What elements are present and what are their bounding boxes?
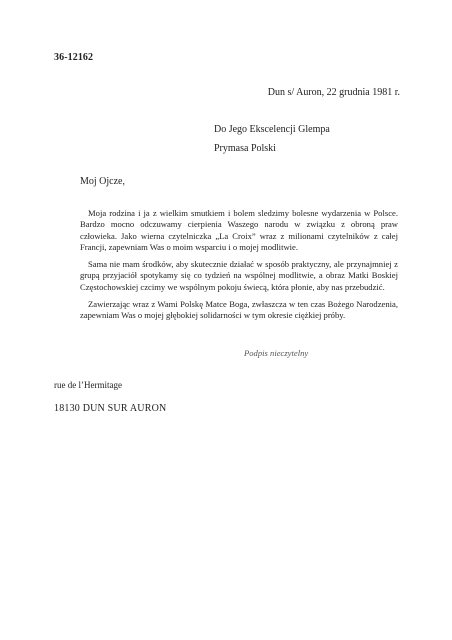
addressee-block xyxy=(214,120,330,158)
salutation: Moj Ojcze, xyxy=(80,176,125,187)
addressee-line-1: Do Jego Ekscelencji Glempa xyxy=(214,124,330,135)
reference-number: 36-12162 xyxy=(54,52,94,63)
addressee-line-2: Prymasa Polski xyxy=(214,143,276,154)
letter-body xyxy=(80,208,398,328)
paragraph-2: Sama nie mam środków, aby skutecznie działać w sposób praktyczny, ale przynajmniej z grupą przyjaciół spotykamy się co tydzień na wspólnej modlitwie, a obraz Matki Boskiej Częstochowskiej czcimy we wspólnym pokoju świecą, która płonie, aby nas przebudzić. xyxy=(80,259,398,292)
paragraph-1: Moja rodzina i ja z wielkim smutkiem i bolem sledzimy bolesne wydarzenia w Polsce. Bardzo mocno odczuwamy cierpienia Waszego narodu w związku z obroną praw człowieka. Jako wierna czytelniczka „La Croix” wraz z milionami czytelników z całej Francji, zapewniam Was o moim wsparciu i o mojej modlitwie. xyxy=(80,208,398,252)
signature-note: Podpis nieczytelny xyxy=(244,348,309,358)
sender-city: 18130 DUN SUR AURON xyxy=(54,403,167,414)
date-line: Dun s/ Auron, 22 grudnia 1981 r. xyxy=(267,87,400,98)
paragraph-3: Zawierzając wraz z Wami Polskę Matce Boga, zwłaszcza w ten czas Bożego Narodzenia, zapewniam Was o mojej głębokiej solidarności w tym okresie ciężkiej próby. xyxy=(80,299,398,321)
sender-street: rue de l’Hermitage xyxy=(54,380,122,390)
